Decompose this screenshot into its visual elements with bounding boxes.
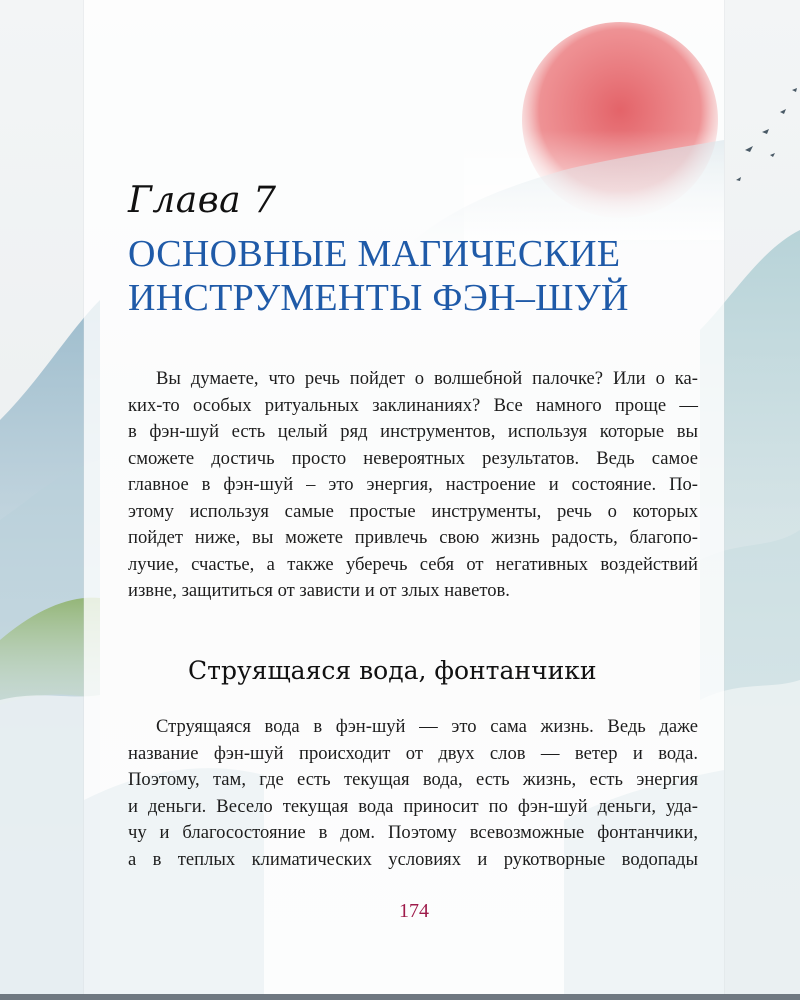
chapter-label: Глава 7: [128, 180, 277, 221]
page-number: 174: [399, 900, 429, 922]
text-line: Вы думаете, что речь пойдет о волшебной палочке? Или о ка-: [156, 368, 698, 389]
chapter-title-line: ОСНОВНЫЕ МАГИЧЕСКИЕ: [128, 233, 621, 275]
text-line: главное в фэн-шуй – это энергия, настроение и состояние. По-: [128, 474, 698, 495]
text-line: название фэн-шуй происходит от двух слов — ветер и вода.: [128, 742, 698, 764]
viewer-bottom-bar: [0, 994, 800, 1000]
text-line: этому используя самые простые инструменты, речь о которых: [128, 500, 698, 522]
book-page: [84, 0, 724, 994]
chapter-title: [128, 232, 718, 320]
section-heading: Струящаяся вода, фонтанчики: [188, 656, 597, 685]
text-line: пойдет ниже, вы можете привлечь свою жизнь радость, благопо-: [128, 527, 698, 548]
text-line: лучие, счастье, а также уберечь себя от негативных воздействий: [128, 553, 698, 575]
text-line: Поэтому, там, где есть текущая вода, есть жизнь, есть энергия: [128, 769, 698, 790]
text-line: и деньги. Весело текущая вода приносит по фэн-шуй деньги, уда-: [128, 795, 698, 817]
text-line: чу и благосостояние в дом. Поэтому всевозможные фонтанчики,: [128, 822, 698, 843]
text-line: в фэн-шуй есть целый ряд инструментов, используя которые вы: [128, 421, 698, 442]
chapter-title-line: ИНСТРУМЕНТЫ ФЭН–ШУЙ: [128, 277, 629, 319]
birds-icon: [736, 88, 797, 181]
text-line: Струящаяся вода в фэн-шуй — это сама жизнь. Ведь даже: [156, 716, 698, 737]
section-paragraph: [128, 714, 698, 873]
text-line: сможете достичь просто невероятных результатов. Ведь самое: [128, 447, 698, 469]
text-line: ких-то особых ритуальных заклинаниях? Все намного проще —: [128, 394, 698, 416]
text-line: а в теплых климатических условиях и рукотворные водопады: [128, 848, 698, 870]
intro-paragraph: [128, 366, 698, 605]
text-line: извне, защититься от зависти и от злых наветов.: [128, 580, 510, 601]
